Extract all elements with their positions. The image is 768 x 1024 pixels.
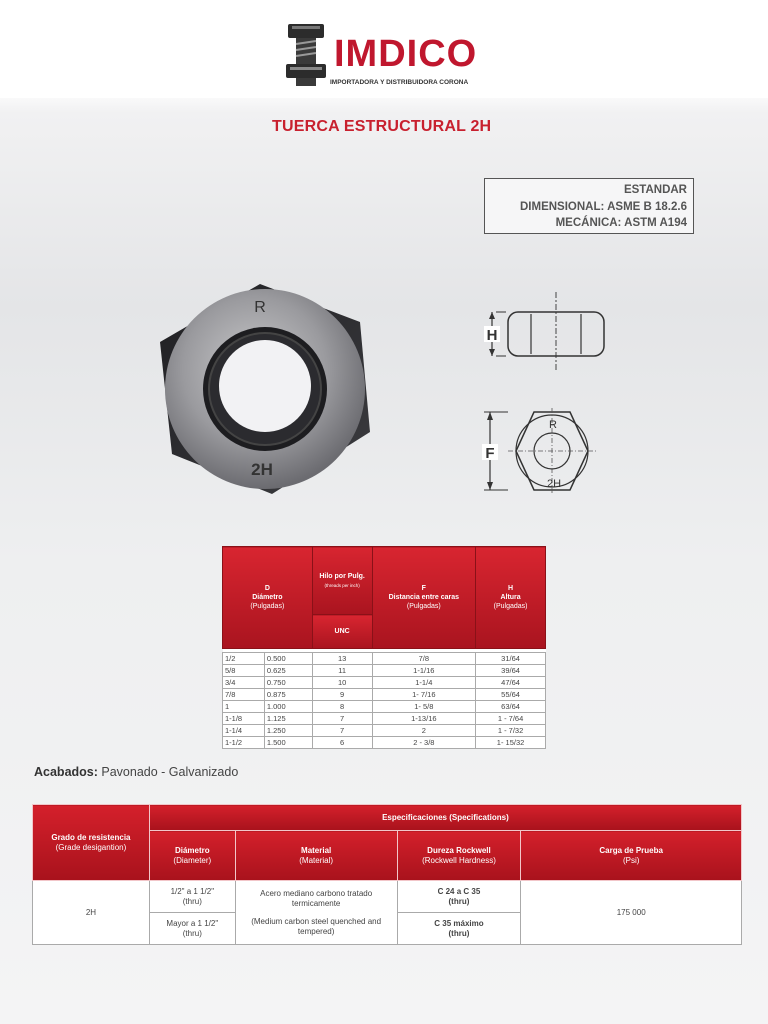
table-cell: 55/64	[476, 689, 546, 701]
table-cell: 1- 7/16	[372, 689, 476, 701]
height-label: H	[486, 327, 498, 344]
table-cell: 1/2	[223, 653, 265, 665]
specifications-table	[32, 804, 742, 945]
hardness-range-2-value: C 35 máximo	[434, 918, 484, 928]
specifications-header: Especificaciones (Specifications)	[149, 805, 741, 831]
standard-mechanical: MECÁNICA: ASTM A194	[555, 217, 687, 229]
material-col-header	[235, 831, 397, 881]
table-cell: 7	[312, 713, 372, 725]
f-name: Distancia entre caras	[388, 594, 460, 601]
brand-name: IMDICO	[334, 33, 478, 75]
hardness-en: (Rockwell Hardness)	[422, 855, 496, 865]
material-es-text: Acero mediano carbono tratado termicamente	[260, 888, 373, 908]
d-name: Diámetro	[252, 594, 283, 601]
threads-header	[312, 547, 372, 615]
diameter-range-1-value: 1/2" a 1 1/2"	[170, 886, 215, 896]
grade-header-en: (Grade desigantion)	[55, 842, 127, 852]
material-cell	[235, 881, 397, 945]
proof-load-cell: 175 000	[521, 881, 742, 945]
table-cell: 31/64	[476, 653, 546, 665]
table-cell: 0.500	[264, 653, 312, 665]
nut-photo	[152, 282, 382, 502]
table-cell: 9	[312, 689, 372, 701]
page-title: TUERCA ESTRUCTURAL 2H	[272, 118, 492, 135]
proof-es: Carga de Prueba	[599, 845, 663, 855]
table-row	[223, 653, 546, 665]
dimensions-body	[223, 653, 546, 749]
material-es: Material	[301, 845, 332, 855]
dimensions-table	[222, 546, 546, 749]
table-cell: 1- 15/32	[476, 737, 546, 749]
diameter-es: Diámetro	[174, 845, 210, 855]
photo-mark-top: R	[254, 299, 266, 316]
finishes-value: Pavonado - Galvanizado	[101, 765, 239, 779]
diameter-header	[223, 547, 313, 649]
table-cell: 2	[372, 725, 476, 737]
table-cell: 0.875	[264, 689, 312, 701]
table-cell: 1-1/4	[372, 677, 476, 689]
grade-header	[33, 805, 150, 881]
table-cell: 1	[223, 701, 265, 713]
table-cell: 1.000	[264, 701, 312, 713]
hardness-range-1-value: C 24 a C 35	[437, 886, 481, 896]
d-unit: (Pulgadas)	[250, 603, 285, 610]
table-cell: 5/8	[223, 665, 265, 677]
header	[0, 0, 768, 98]
threads-en: (threads per inch)	[324, 582, 360, 588]
flats-header	[372, 547, 476, 649]
table-cell: 7	[312, 725, 372, 737]
diameter-range-1-thru: (thru)	[182, 896, 202, 906]
side-view-diagram	[476, 292, 616, 372]
h-name: Altura	[500, 594, 521, 601]
hardness-range-1-thru: (thru)	[448, 896, 470, 906]
diagram-mark-top: R	[549, 419, 557, 431]
table-cell: 1 - 7/64	[476, 713, 546, 725]
table-row	[223, 665, 546, 677]
diameter-range-2-thru: (thru)	[182, 928, 202, 938]
diameter-col-header	[149, 831, 235, 881]
height-header	[476, 547, 546, 649]
h-symbol: H	[508, 585, 514, 592]
top-view-diagram	[478, 406, 618, 506]
table-cell: 0.750	[264, 677, 312, 689]
diameter-range-2	[149, 913, 235, 945]
width-label: F	[485, 445, 495, 462]
finishes-label: Acabados:	[34, 765, 98, 779]
table-cell: 1-1/16	[372, 665, 476, 677]
table-cell: 3/4	[223, 677, 265, 689]
hardness-range-2-thru: (thru)	[448, 928, 470, 938]
finishes	[34, 765, 238, 779]
table-cell: 10	[312, 677, 372, 689]
h-unit: (Pulgadas)	[493, 603, 528, 610]
diameter-range-2-value: Mayor a 1 1/2"	[166, 918, 219, 928]
hardness-col-header	[397, 831, 521, 881]
table-cell: 6	[312, 737, 372, 749]
photo-mark-bottom: 2H	[251, 460, 273, 479]
table-cell: 1-1/2	[223, 737, 265, 749]
hardness-range-1	[397, 881, 521, 913]
table-cell: 7/8	[372, 653, 476, 665]
table-row	[223, 725, 546, 737]
table-cell: 1- 5/8	[372, 701, 476, 713]
material-en: (Material)	[299, 855, 334, 865]
table-cell: 7/8	[223, 689, 265, 701]
table-cell: 1-1/4	[223, 725, 265, 737]
table-cell: 8	[312, 701, 372, 713]
grade-cell: 2H	[33, 881, 150, 945]
threads-name: Hilo por Pulg.	[319, 572, 365, 580]
diagram-mark-bottom: 2H	[546, 478, 562, 490]
table-cell: 1.250	[264, 725, 312, 737]
f-unit: (Pulgadas)	[406, 603, 441, 610]
diameter-range-1	[149, 881, 235, 913]
table-cell: 0.625	[264, 665, 312, 677]
table-cell: 1-13/16	[372, 713, 476, 725]
proof-col-header	[521, 831, 742, 881]
table-cell: 39/64	[476, 665, 546, 677]
f-symbol: F	[421, 585, 426, 592]
hardness-range-2	[397, 913, 521, 945]
standard-dimensional: DIMENSIONAL: ASME B 18.2.6	[520, 200, 687, 213]
brand-logo	[282, 22, 512, 92]
table-cell: 1-1/8	[223, 713, 265, 725]
table-row	[223, 689, 546, 701]
table-cell: 47/64	[476, 677, 546, 689]
diameter-en: (Diameter)	[173, 855, 212, 865]
d-symbol: D	[264, 585, 270, 592]
brand-tagline: IMPORTADORA Y DISTRIBUIDORA CORONA	[330, 79, 469, 86]
proof-en: (Psi)	[622, 855, 640, 865]
table-cell: 1.500	[264, 737, 312, 749]
unc-header: UNC	[312, 615, 372, 649]
material-en-text: (Medium carbon steel quenched and tempered)	[251, 916, 382, 936]
grade-header-es: Grado de resistencia	[51, 832, 131, 842]
table-row	[223, 713, 546, 725]
table-row	[223, 737, 546, 749]
table-cell: 63/64	[476, 701, 546, 713]
standard-box	[484, 178, 694, 234]
table-cell: 13	[312, 653, 372, 665]
hardness-es: Dureza Rockwell	[427, 845, 491, 855]
table-row	[223, 677, 546, 689]
bolt-nut-icon	[282, 24, 332, 86]
table-cell: 1.125	[264, 713, 312, 725]
standard-heading: ESTANDAR	[623, 184, 687, 196]
table-row	[223, 701, 546, 713]
table-cell: 2 - 3/8	[372, 737, 476, 749]
table-cell: 11	[312, 665, 372, 677]
table-cell: 1 - 7/32	[476, 725, 546, 737]
